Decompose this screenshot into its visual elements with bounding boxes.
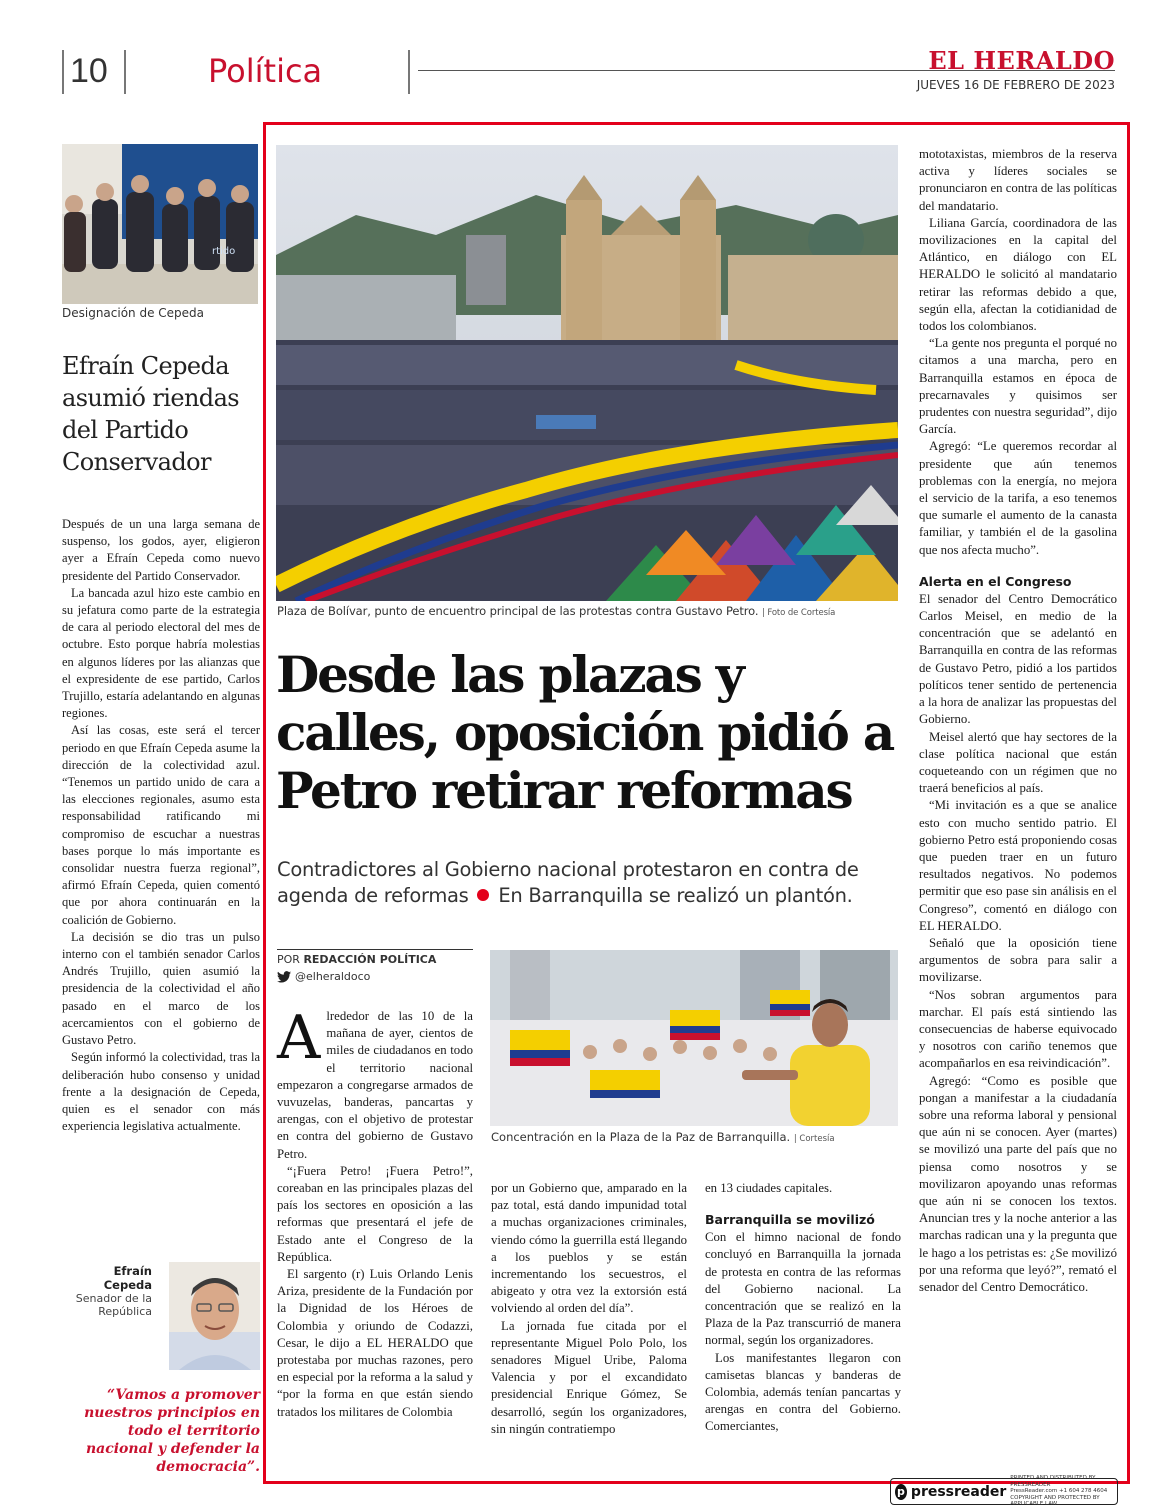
article-subhead bbox=[277, 857, 907, 909]
main-photo bbox=[276, 145, 898, 601]
masthead-logo: EL HERALDO bbox=[928, 46, 1115, 75]
article-paragraph: mototaxistas, miembros de la reserva activa y líderes sociales se pronunciaron en contra de las políticas del mandatario. bbox=[919, 147, 1117, 213]
article-paragraph: “¡Fuera Petro! ¡Fuera Petro!”, coreaban en las principales plazas del país los sectores en oposición a las reformas que presentará el jefe de Estado ante el Congreso de la República. bbox=[277, 1163, 473, 1264]
article-paragraph: Señaló que la oposición tiene argumentos de sobra para salir a movilizarse. bbox=[919, 935, 1117, 985]
header-divider bbox=[62, 50, 64, 94]
second-photo-credit: | Cortesía bbox=[793, 1134, 835, 1144]
pressreader-fine-print bbox=[1010, 1475, 1113, 1508]
article-paragraph: El senador del Centro Democrático Carlos Meisel, en medio de la concentración que se adelantó en Barranquilla en contra de las reformas de Gustavo Petro, pidió a los partidos políticos tener sentido de pertenencia a la hora de analizar las propuestas del Gobierno. bbox=[919, 591, 1117, 727]
article-paragraph: por un Gobierno que, amparado en la paz total, está dando impunidad total a muchas organizaciones criminales, viendo cómo la guerrilla está llegando a los pueblos y se están incrementando los secuestros, el abigeato y otra vez la extorsión está volviendo al orden del día”. bbox=[491, 1181, 687, 1316]
page-number: 10 bbox=[70, 52, 108, 90]
twitter-handle-text: @elheraldoco bbox=[295, 970, 371, 983]
article-column-2 bbox=[491, 1180, 687, 1438]
article-column-4 bbox=[919, 146, 1117, 1296]
sidebar-body bbox=[62, 516, 260, 1135]
sidebar-paragraph: Así las cosas, este será el tercer periodo en que Efraín Cepeda asume la dirección de la colectividad azul. “Tenemos un partido unido de cara a las elecciones regionales, asumo esta responsabilidad ratificando mi compromiso de escuchar a nuestras bases porque lo más importante es consolidar nuestra fuerza regional”, afirmó Efraín Cepeda, quien comentó que por ahora continuarán en la coalición de Gobierno. bbox=[62, 723, 260, 927]
article-paragraph: Los manifestantes llegaron con camisetas blancas y banderas de Colombia, además tenían pancartas y arengas en contra del Gobierno. Comerciantes, bbox=[705, 1350, 901, 1434]
subsection-heading: Barranquilla se movilizó bbox=[705, 1212, 875, 1228]
svg-text:rtido: rtido bbox=[212, 246, 236, 257]
article-paragraph: “Mi invitación es a que se analice esto con mucho sentido patrio. El gobierno Petro está proponiendo cosas que pueden traer en un futuro resultados negativos. No podemos permitir que eso pase sin análisis en el Congreso”, comentó en diálogo con EL HERALDO. bbox=[919, 798, 1117, 933]
article-paragraph: “Nos sobran argumentos para marchar. El país está sintiendo las consecuencias de haberse equivocado y nosotros con cariño tenemos que acompañarlos en esa reivindicación”. bbox=[919, 987, 1117, 1071]
sidebar-paragraph: La bancada azul hizo este cambio en su jefatura como parte de la estrategia de cara al periodo electoral del mes de octubre. Esto porque habría molestias en algunos líderes por las alianzas que el expresidente de ese partido, Carlos Trujillo, estaría adelantando en algunas regiones. bbox=[62, 585, 260, 721]
article-column-1 bbox=[277, 1003, 473, 1421]
sidebar-paragraph: Según informó la colectividad, tras la deliberación hubo consenso y unidad frente a la designación de Cepeda, quien es el senador con más experiencia legislativa actualmente. bbox=[62, 1050, 260, 1134]
quote-person-name: Efraín Cepeda bbox=[103, 1264, 152, 1292]
drop-cap: A bbox=[277, 1003, 321, 1073]
byline-rule bbox=[277, 949, 473, 950]
fine-print-line: PRINTED AND DISTRIBUTED BY PRESSREADER bbox=[1010, 1475, 1096, 1488]
sidebar-photo bbox=[62, 144, 258, 304]
twitter-bird-icon bbox=[277, 971, 291, 983]
second-photo bbox=[490, 950, 898, 1126]
lead-text: lrededor de las 10 de la mañana de ayer, cientos de miles de ciudadanos en todo el territorio nacional empezaron a congregarse armados de vuvuzelas, banderas, pancartas y arengas, con el objetivo de protestar en contra del gobierno de Gustavo Petro. bbox=[277, 1009, 473, 1161]
pull-quote: “Vamos a promover nuestros principios en todo el territorio nacional y defender la democracia”. bbox=[84, 1387, 260, 1475]
article-paragraph: en 13 ciudades capitales. bbox=[705, 1181, 833, 1195]
article-paragraph: La jornada fue citada por el representante Miguel Polo Polo, los senadores Miguel Uribe, Paloma Valencia y por el excandidato presidencial Enrique Gómez, Se desarrolló, según los organizadores, sin ningún contratiempo bbox=[491, 1318, 687, 1436]
header-divider bbox=[408, 50, 410, 94]
byline-author: REDACCIÓN POLÍTICA bbox=[303, 953, 437, 966]
cepeda-portrait bbox=[169, 1262, 260, 1370]
second-photo-caption bbox=[491, 1130, 835, 1144]
article-column-3 bbox=[705, 1180, 901, 1436]
article-paragraph: Agregó: “Como es posible que pongan a manifestar a la ciudadanía sobre una reforma laboral y pensional que aún ni se conocen. Ayer (martes) se movilizó una parte del país que no piensa como nosotros y se movilizaron apoyando unas reformas que aún ni se conocen los textos. Anuncian tres y la noche anterior a las marchas radican una y la pregunta que le hago a los petristas es: ¿Se movilizó por una reforma que leyó?”, remató el senador del Centro Democrático. bbox=[919, 1073, 1117, 1294]
sidebar-photo-caption: Designación de Cepeda bbox=[62, 306, 205, 320]
article-paragraph: El sargento (r) Luis Orlando Lenis Ariza, presidente de la Fundación por la Dignidad de los Héroes de Colombia y oriundo de Codazzi, Cesar, le dijo a EL HERALDO que protestaba por muchas razones, pero en especial por la reforma a la salud y “por la forma en que están siendo tratados los militares de Colombia bbox=[277, 1267, 473, 1419]
article-paragraph: Liliana García, coordinadora de las movilizaciones en la capital del Atlántico, en diálogo con EL HERALDO le solicitó al mandatario retirar las reformas debido a que, según ella, afectan la cotidianidad de todos los colombianos. bbox=[919, 215, 1117, 334]
article-headline: Desde las plazas y calles, oposición pidió a Petro retirar reformas bbox=[276, 645, 894, 820]
article-paragraph: Meisel alertó que hay sectores de la clase política nacional que están coqueteando con un régimen que no traerá beneficios al país. bbox=[919, 729, 1117, 796]
pressreader-logo-icon: p bbox=[895, 1484, 907, 1500]
quote-person-role: Senador de la República bbox=[75, 1292, 152, 1318]
header-divider bbox=[124, 50, 126, 94]
publication-date: JUEVES 16 DE FEBRERO DE 2023 bbox=[916, 78, 1115, 92]
second-photo-caption-text: Concentración en la Plaza de la Paz de Barranquilla. bbox=[491, 1130, 791, 1144]
article-paragraph: Con el himno nacional de fondo concluyó en Barranquilla la jornada de protesta en contra de las reformas del Gobierno nacional. La concentración que se realizó en la Plaza de la Paz transcurrió de manera normal, según los organizadores. bbox=[705, 1230, 901, 1348]
twitter-handle[interactable] bbox=[277, 970, 370, 983]
sidebar-paragraph: Después de un una larga semana de suspenso, los godos, ayer, eligieron ayer a Efraín Cepeda como nuevo presidente del Partido Conservador. bbox=[62, 517, 260, 583]
pressreader-logo: pressreader bbox=[910, 1483, 1007, 1500]
byline-prefix: POR bbox=[277, 953, 300, 966]
sidebar-paragraph: La decisión se dio tras un pulso interno con el también senador Carlos Andrés Trujillo, quien asumió la presidencia de la colectividad el año pasado en el marco de los acercamientos con el gobierno de Gustavo Petro. bbox=[62, 929, 260, 1048]
article-paragraph: “La gente nos pregunta el porqué no citamos a una marcha, pero en Barranquilla estamos en época de precarnavales y quisimos ser prudentes con nuestra seguridad”, dijo García. bbox=[919, 336, 1117, 437]
article-paragraph: Agregó: “Le queremos recordar al presidente que aún tenemos problemas con la energía, no mejora el servicio de la tarifa, a eso tenemos que sumarle el aumento de la canasta familiar, y también el de la gasolina que nos afecta mucho”. bbox=[919, 439, 1117, 557]
fine-print-line: PressReader.com +1 604 278 4604 bbox=[1010, 1488, 1108, 1495]
byline bbox=[277, 953, 436, 966]
subhead-part-1: Contradictores al Gobierno nacional protestaron en contra de agenda de reformas bbox=[277, 858, 859, 907]
main-photo-caption-text: Plaza de Bolívar, punto de encuentro principal de las protestas contra Gustavo Petro. bbox=[277, 604, 759, 618]
fine-print-line: COPYRIGHT AND PROTECTED BY APPLICABLE LAW bbox=[1010, 1494, 1100, 1508]
article-paragraph bbox=[277, 1003, 473, 1163]
sidebar-headline: Efraín Cepeda asumió riendas del Partido Conservador bbox=[62, 352, 239, 476]
section-title: Política bbox=[208, 52, 323, 90]
bullet-dot-icon bbox=[477, 889, 489, 901]
main-photo-credit: | Foto de Cortesía bbox=[761, 608, 836, 618]
main-photo-caption bbox=[277, 604, 835, 618]
subsection-heading: Alerta en el Congreso bbox=[919, 573, 1072, 589]
subhead-part-2: En Barranquilla se realizó un plantón. bbox=[498, 884, 853, 907]
pressreader-badge[interactable] bbox=[890, 1475, 1118, 1508]
